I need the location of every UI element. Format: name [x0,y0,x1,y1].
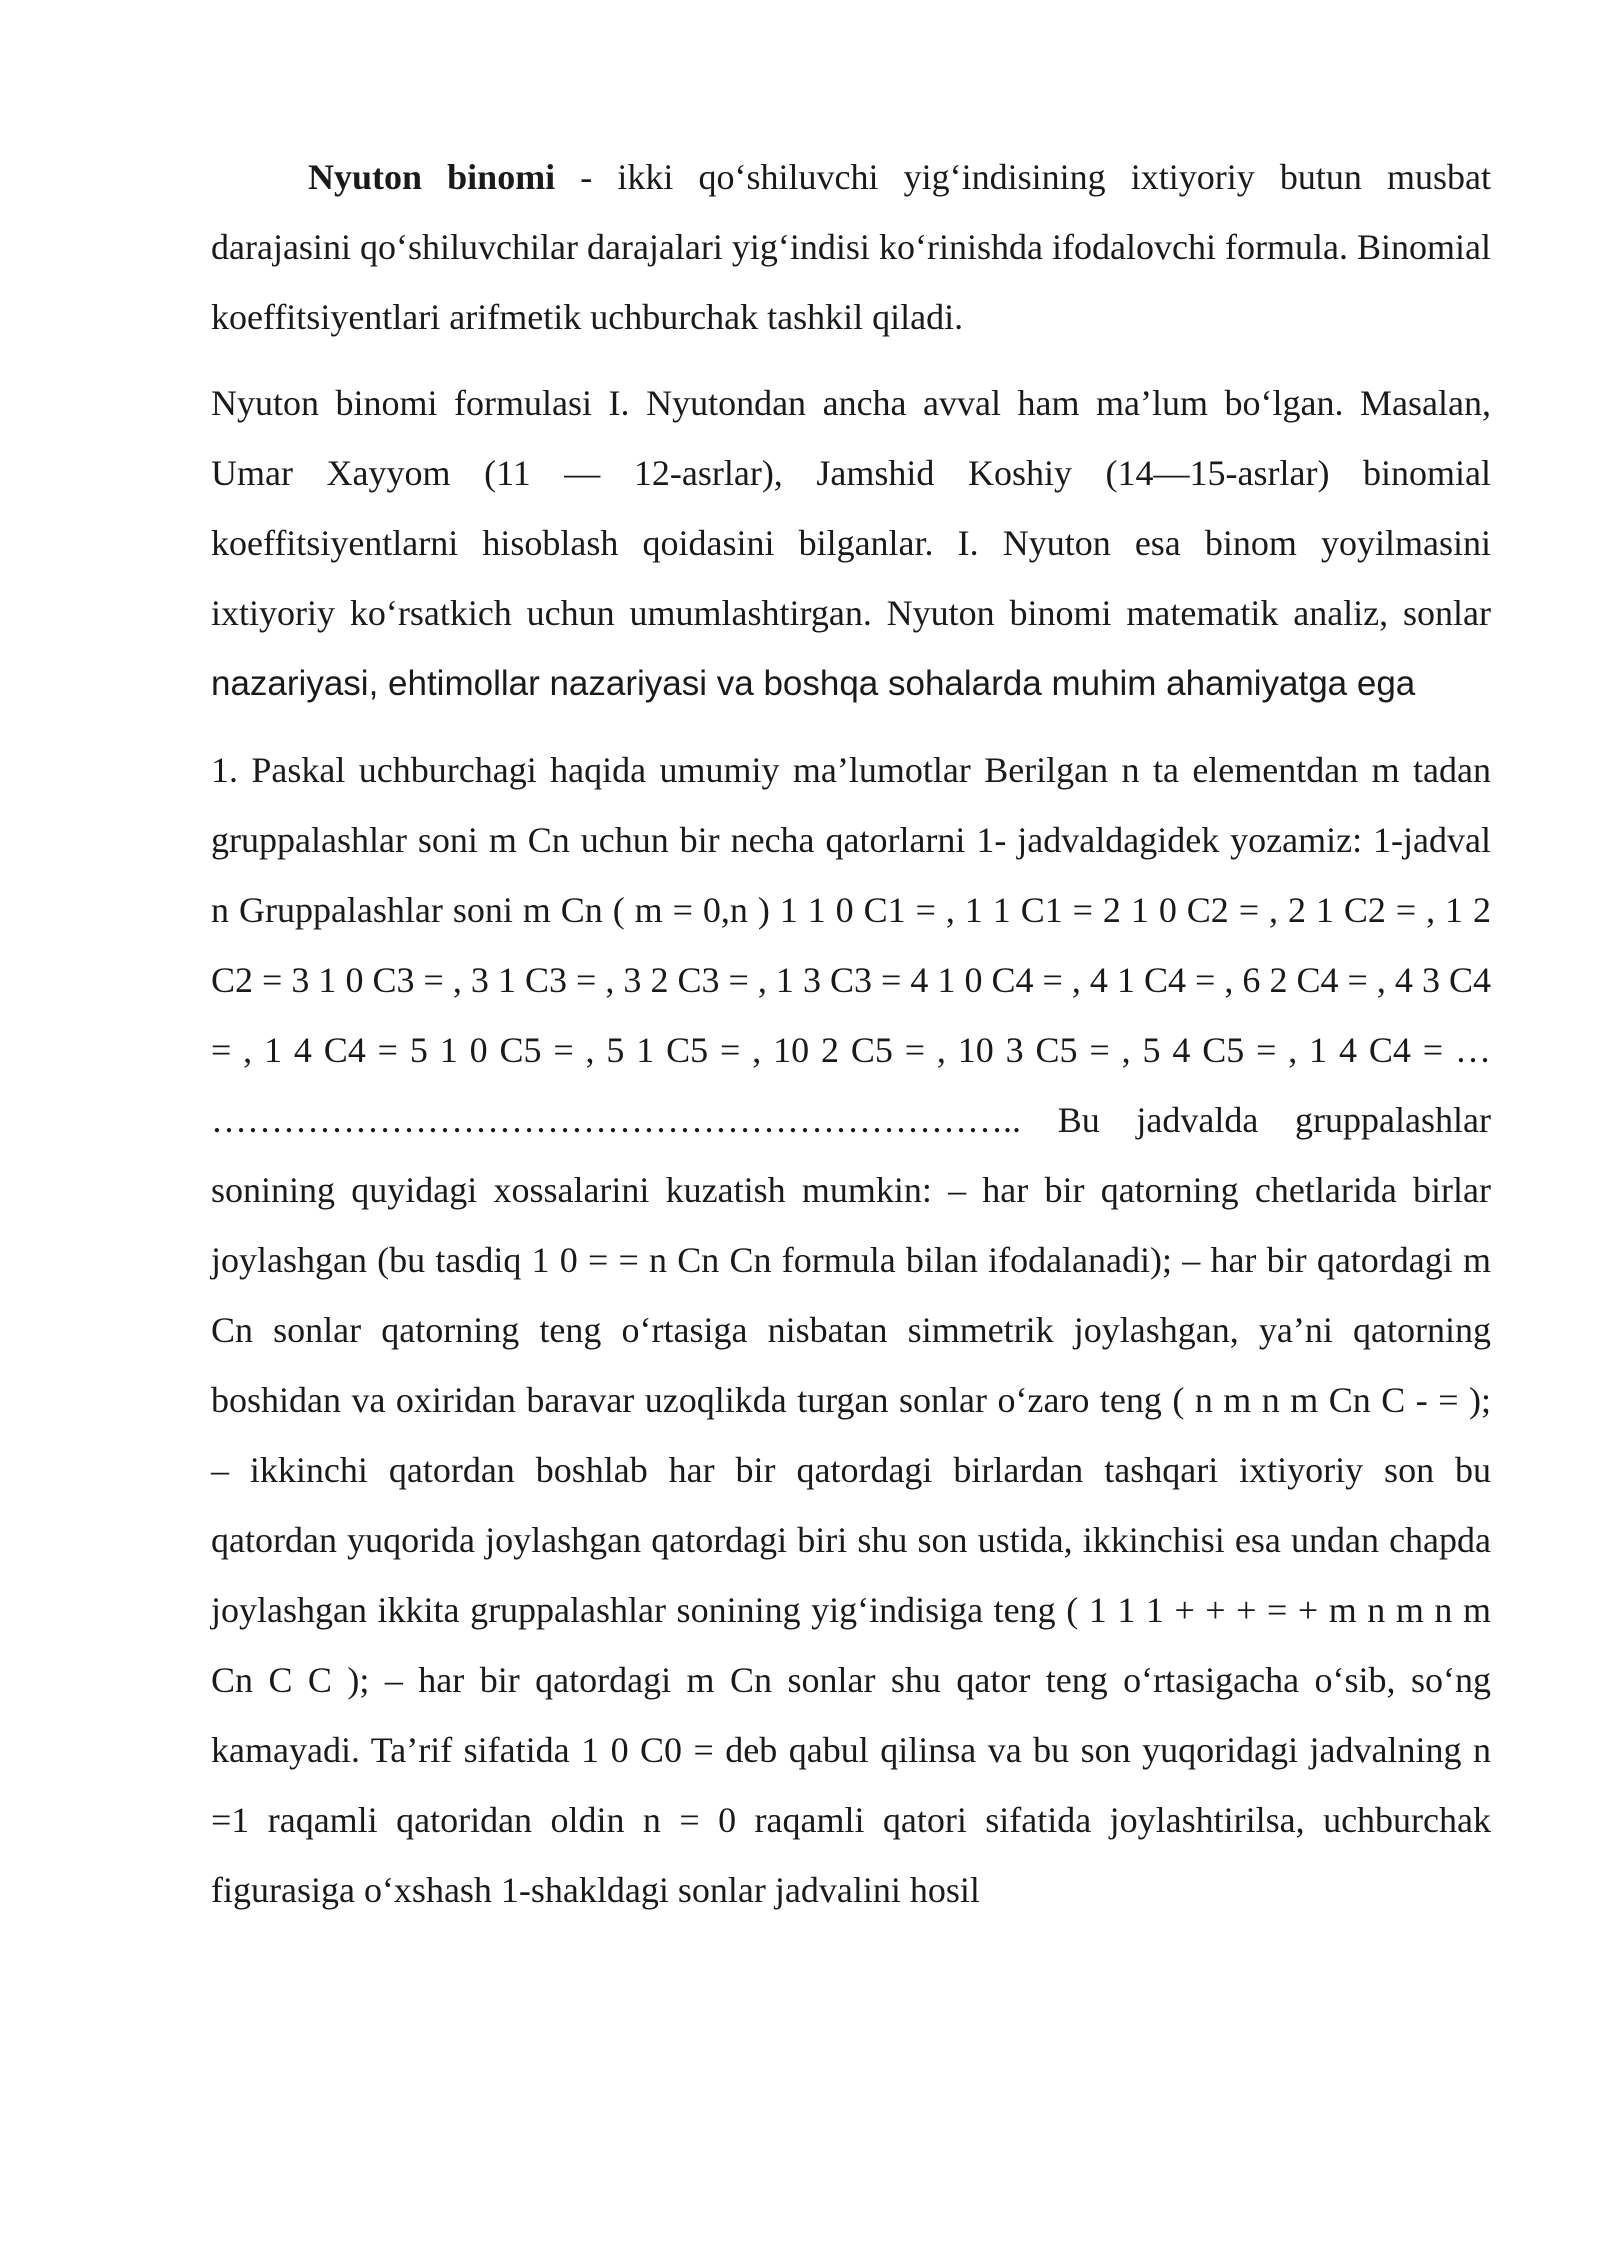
history-text-sans: nazariyasi, ehtimollar nazariyasi va boshqa sohalarda muhim ahamiyatga ega [211,664,1416,703]
paragraph-definition [211,142,1491,352]
history-text: Nyuton binomi formulasi I. Nyutondan ancha avval ham ma’lum bo‘lgan. Masalan, Umar Xayyom (11 — 12-asrlar), Jamshid Koshiy (14—15-asrlar) binomial koeffitsiyentlarni hisoblash qoidasini bilganlar. I. Nyuton esa binom yoyilmasini ixtiyoriy ko‘rsatkich uchun umumlashtirgan. Nyuton binomi matematik analiz, sonlar [211,383,1491,633]
document-page [211,142,1491,1925]
paragraph-pascal-triangle: 1. Paskal uchburchagi haqida umumiy ma’lumotlar Berilgan n ta elementdan m tadan gruppalashlar soni m Cn uchun bir necha qatorlarni 1- jadvaldagidek yozamiz: 1-jadval n Gruppalashlar soni m Cn ( m = 0,n ) 1 1 0 C1 = , 1 1 C1 = 2 1 0 C2 = , 2 1 C2 = , 1 2 C2 = 3 1 0 C3 = , 3 1 C3 = , 3 2 C3 = , 1 3 C3 = 4 1 0 C4 = , 4 1 C4 = , 6 2 C4 = , 4 3 C4 = , 1 4 C4 = 5 1 0 C5 = , 5 1 C5 = , 10 2 C5 = , 10 3 C5 = , 5 4 C5 = , 1 4 C4 = … ………………………………………………………….. Bu jadvalda gruppalashlar sonining quyidagi xossalarini kuzatish mumkin: – har bir qatorning chetlarida birlar joylashgan (bu tasdiq 1 0 = = n Cn Cn formula bilan ifodalanadi); – har bir qatordagi m Cn sonlar qatorning teng o‘rtasiga nisbatan simmetrik joylashgan, ya’ni qatorning boshidan va oxiridan baravar uzoqlikda turgan sonlar o‘zaro teng ( n m n m Cn C - = ); – ikkinchi qatordan boshlab har bir qatordagi birlardan tashqari ixtiyoriy son bu qatordan yuqorida joylashgan qatordagi biri shu son ustida, ikkinchisi esa undan chapda joylashgan ikkita gruppalashlar sonining yig‘indisiga teng ( 1 1 1 + + + = + m n m n m Cn C C ); – har bir qatordagi m Cn sonlar shu qator teng o‘rtasigacha o‘sib, so‘ng kamayadi. Ta’rif sifatida 1 0 C0 = deb qabul qilinsa va bu son yuqoridagi jadvalning n =1 raqamli qatoridan oldin n = 0 raqamli qatori sifatida joylashtirilsa, uchburchak figurasiga o‘xshash 1-shakldagi sonlar jadvalini hosil [211,750,1491,1910]
term-nyuton-binomi: Nyuton binomi [308,157,556,197]
paragraph-history [211,368,1491,719]
definition-text: - ikki qo‘shiluvchi yig‘indisining ixtiyoriy butun musbat darajasini qo‘shiluvchilar darajalari yig‘indisi ko‘rinishda ifodalovchi formula. Binomial koeffitsiyentlari arifmetik uchburchak tashkil qiladi. [211,157,1491,337]
